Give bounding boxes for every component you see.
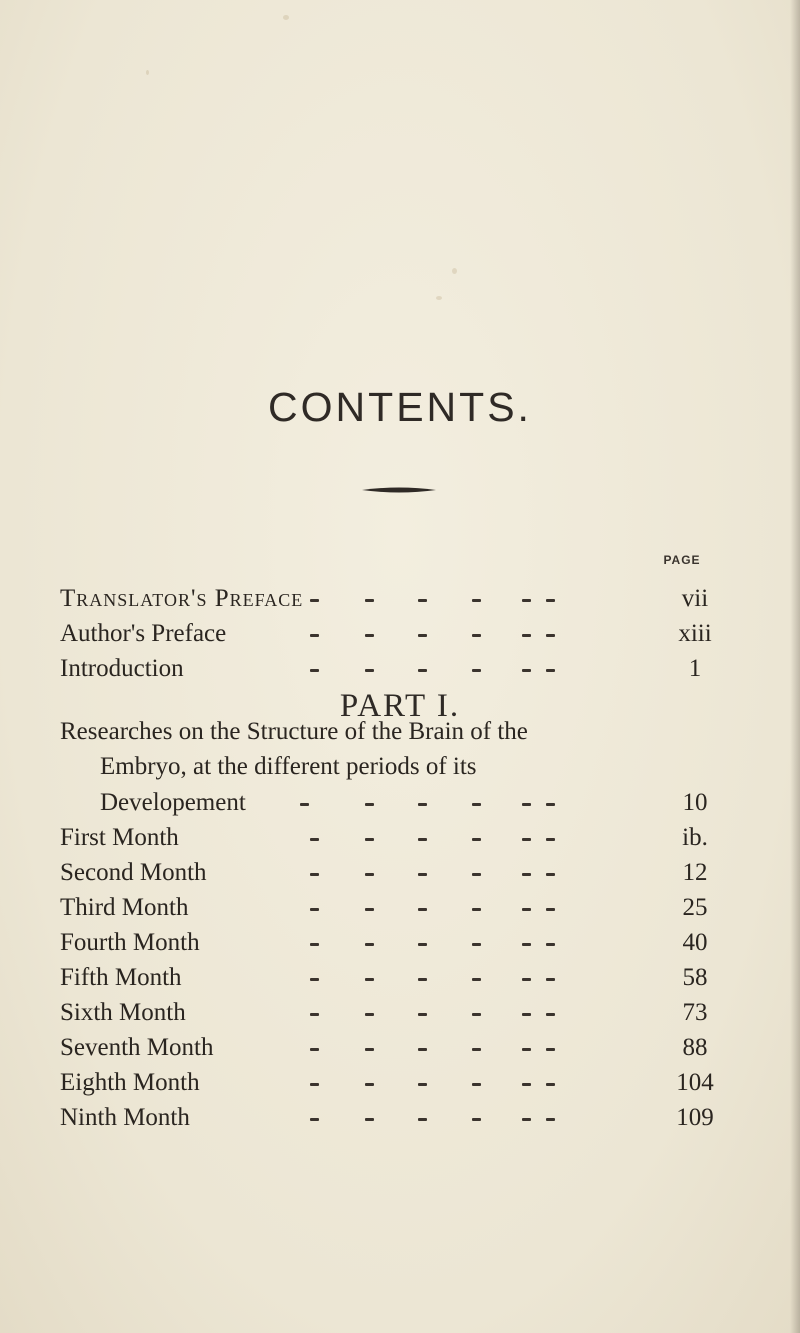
leader-dash [310,669,319,672]
leader-dash [546,1048,555,1051]
toc-row [60,581,720,617]
toc-row [60,616,720,652]
leader-dash [418,978,427,981]
leader-dash [310,599,319,602]
leader-dash [365,943,374,946]
leader-dash [418,1083,427,1086]
toc-entry-label: Third Month [60,894,189,921]
leader-dash [365,1048,374,1051]
leader-dash [546,873,555,876]
leader-dash [522,634,531,637]
leader-dash [522,908,531,911]
toc-entry-label: Fourth Month [60,929,200,956]
leader-dash [546,634,555,637]
leader-dash [546,669,555,672]
toc-row [60,890,720,926]
leader-dash [365,599,374,602]
toc-page-number: 10 [682,789,708,816]
leader-dash [522,1083,531,1086]
leader-dash [365,803,374,806]
leader-dash [365,1013,374,1016]
leader-dash [310,943,319,946]
toc-row [60,651,720,687]
page-column-heading: PAGE [663,553,701,567]
toc-entry-label: Developement [100,789,246,816]
toc-page-number: 73 [682,999,708,1026]
leader-dash [472,908,481,911]
leader-dash [522,1048,531,1051]
leader-dash [522,803,531,806]
leader-dash [310,634,319,637]
toc-page-number: 12 [682,859,708,886]
leader-dash [546,1013,555,1016]
leader-dash [418,1048,427,1051]
leader-dash [365,978,374,981]
toc-row [60,995,720,1031]
leader-dash [546,978,555,981]
leader-dash [472,599,481,602]
part-title: PART I. [339,688,461,724]
leader-dash [472,838,481,841]
page-edge-shadow [790,0,800,1333]
leader-dash [472,978,481,981]
part-intro-line-2: Embryo, at the different periods of its [100,753,477,780]
foxing-spot [436,296,442,300]
leader-dash [472,1083,481,1086]
toc-row [60,1030,720,1066]
leader-dash [546,908,555,911]
toc-row [60,960,720,996]
toc-entry-label: Second Month [60,859,207,886]
leader-dash [418,634,427,637]
leader-dash [522,838,531,841]
leader-dash [365,838,374,841]
toc-entry-label: Sixth Month [60,999,186,1026]
leader-dash [310,1048,319,1051]
leader-dash [472,634,481,637]
leader-dash [418,943,427,946]
leader-dash [546,1118,555,1121]
leader-dash [418,803,427,806]
leader-dash [546,838,555,841]
part-intro-line-1: Researches on the Structure of the Brain of the [60,718,528,745]
leader-dash [522,1118,531,1121]
toc-entry-label: Ninth Month [60,1104,190,1131]
toc-row [60,1100,720,1136]
leader-dash [418,908,427,911]
toc-row [60,1065,720,1101]
foxing-spot [452,268,457,274]
leader-dash [522,943,531,946]
leader-dash [365,873,374,876]
leader-dash [310,873,319,876]
leader-dash [310,1083,319,1086]
leader-dash [365,1118,374,1121]
leader-dash [472,803,481,806]
leader-dash [310,838,319,841]
leader-dash [365,634,374,637]
leader-dash [418,1118,427,1121]
leader-dash [472,1013,481,1016]
leader-dash [418,838,427,841]
toc-entry-label: Fifth Month [60,964,182,991]
leader-dash [522,669,531,672]
toc-entry-label: First Month [60,824,179,851]
toc-entry-label: Author's Preface [60,620,227,647]
leader-dash [472,1118,481,1121]
ornament-rule-icon [362,486,436,494]
leader-dash [546,803,555,806]
toc-page-number: 88 [682,1034,708,1061]
leader-dash [418,669,427,672]
leader-dash [365,669,374,672]
toc-page-number: 1 [688,655,702,682]
toc-row [60,820,720,856]
leader-dash [522,599,531,602]
leader-dash [546,599,555,602]
leader-dash [472,943,481,946]
leader-dash [418,1013,427,1016]
leader-dash [546,1083,555,1086]
leader-dash [310,978,319,981]
toc-entry-label: Seventh Month [60,1034,214,1061]
leader-dash [310,908,319,911]
toc-page-number: 40 [682,929,708,956]
leader-dash [310,1118,319,1121]
leader-dash [472,873,481,876]
leader-dash [365,1083,374,1086]
toc-entry-label: Introduction [60,655,184,682]
foxing-spot [283,15,289,20]
toc-page-number: ib. [682,824,708,851]
leader-dash [418,873,427,876]
leader-dash [472,1048,481,1051]
leader-dash [310,1013,319,1016]
leader-dash [522,978,531,981]
toc-page-number: xiii [678,620,712,647]
toc-row [60,855,720,891]
toc-page-number: 25 [682,894,708,921]
leader-dash [300,803,309,806]
leader-dash [522,1013,531,1016]
toc-row [60,925,720,961]
toc-page-number: 104 [676,1069,714,1096]
leader-dash [472,669,481,672]
leader-dash [522,873,531,876]
toc-page-number: 58 [682,964,708,991]
toc-page-number: 109 [676,1104,714,1131]
toc-entry-label: Eighth Month [60,1069,200,1096]
leader-dash [418,599,427,602]
leader-dash [546,943,555,946]
toc-row [60,785,720,821]
toc-page-number: vii [681,585,709,612]
leader-dash [365,908,374,911]
foxing-spot [146,70,149,75]
page-title: CONTENTS. [268,384,532,430]
toc-entry-label: Translator's Preface [60,585,304,612]
